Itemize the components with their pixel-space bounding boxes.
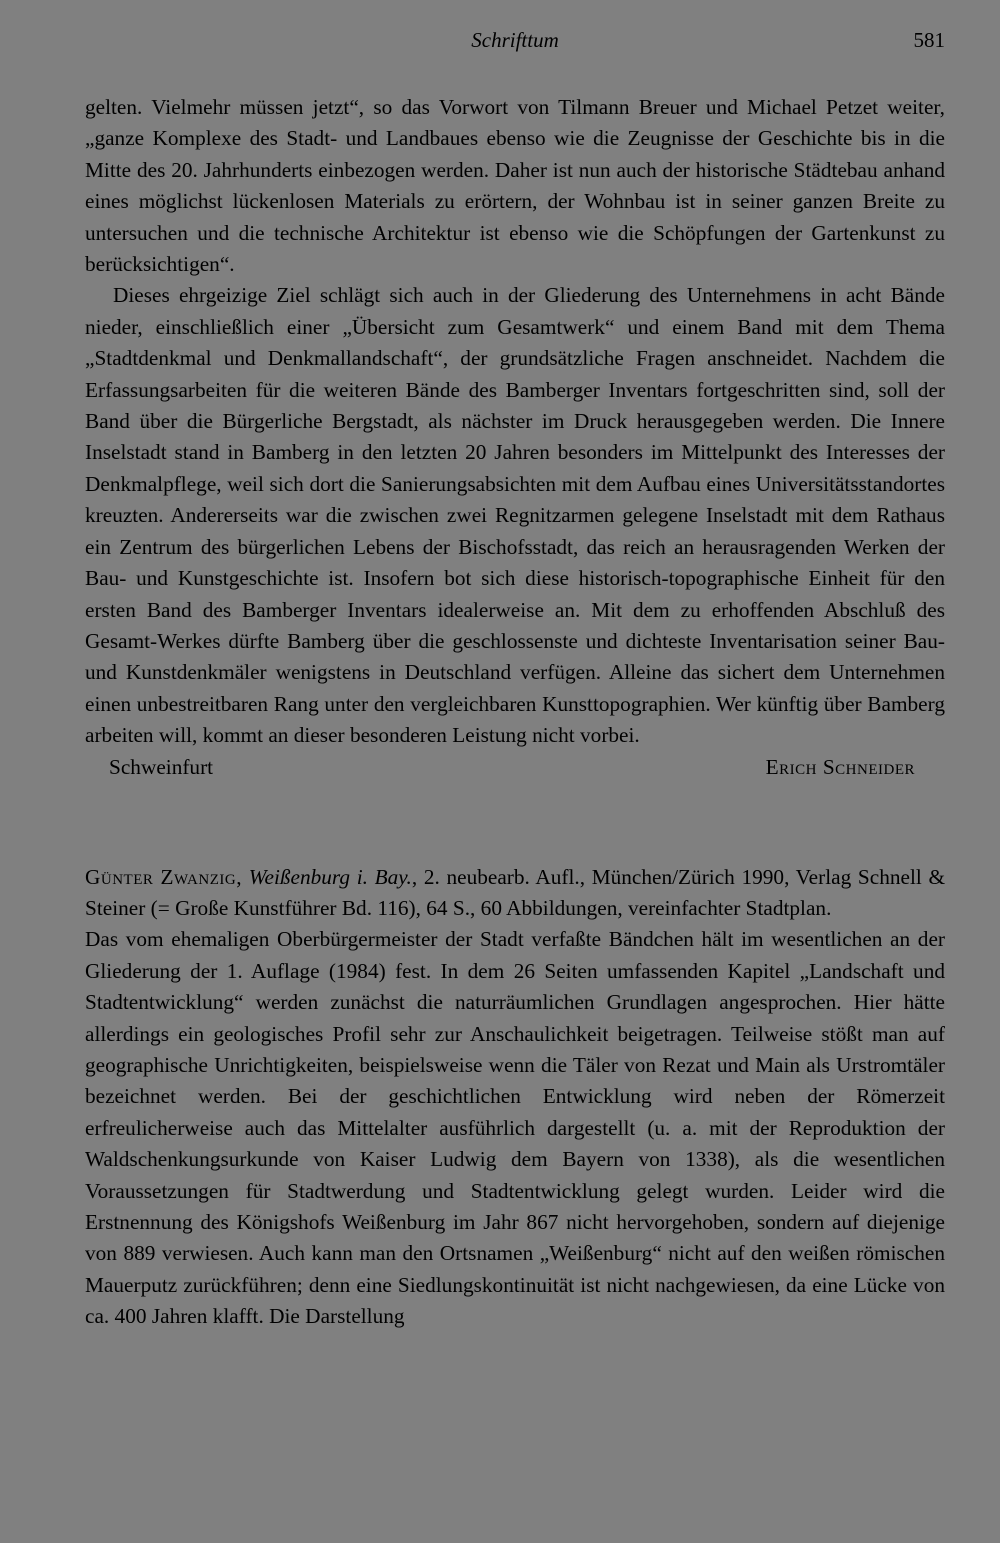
review2-book-author: Günter Zwanzig,: [85, 864, 243, 889]
review2-citation: [85, 862, 945, 925]
page-number: 581: [913, 28, 945, 52]
signature-author: Erich Schneider: [765, 754, 915, 779]
review1-signature: [85, 752, 945, 786]
book-page: [85, 22, 945, 1333]
review1-paragraph-2: Dieses ehrgeizige Ziel schlägt sich auch in der Gliederung des Unternehmens in acht Bände nieder, einschließlich einer „Übersicht zum Gesamtwerk“ und einem Band mit dem Thema „Stadtdenkmal und Denkmallandschaft“, der grundsätzliche Fragen anschneidet. Nachdem die Erfassungsarbeiten für die weiteren Bände des Bamberger Inventars fortgeschritten sind, soll der Band über die Bürgerliche Bergstadt, als nächster im Druck herausgegeben werden. Die Innere Inselstadt stand in Bamberg in den letzten 20 Jahren besonders im Mittelpunkt des Interesses der Denkmalpflege, weil sich dort die Sanierungsabsichten mit dem Aufbau eines Universitätsstandortes kreuzten. Andererseits war die zwischen zwei Regnitzarmen gelegene Inselstadt mit dem Rathaus ein Zentrum des bürgerlichen Lebens der Bischofsstadt, das reich an herausragenden Werken der Bau- und Kunstgeschichte ist. Insofern bot sich diese historisch-topographische Einheit für den ersten Band des Bamberger Inventars idealerweise an. Mit dem zu erhoffenden Abschluß des Gesamt-Werkes dürfte Bamberg über die geschlossenste und dichteste Inventarisation seiner Bau- und Kunstdenkmäler wenigstens in Deutschland verfügen. Alleine das sichert dem Unternehmen einen unbestreitbaren Rang unter den vergleichbaren Kunsttopographien. Wer künftig über Bamberg arbeiten will, kommt an dieser besonderen Leistung nicht vorbei.: [85, 283, 945, 748]
review2-book-title: Weißenburg i. Bay.: [248, 864, 412, 889]
review1-paragraph-1: gelten. Vielmehr müssen jetzt“, so das Vorwort von Tilmann Breuer und Michael Petzet weiter, „ganze Komplexe des Stadt- und Landbaues ebenso wie die Zeugnisse der Geschichte bis in die Mitte des 20. Jahrhunderts einbezogen werden. Daher ist nun auch der historische Städtebau anhand eines möglichst lückenlosen Materials zu erörtern, der Wohnbau ist in seiner ganzen Breite zu untersuchen und die technische Architektur ist ebenso wie die Schöpfungen der Gartenkunst zu berücksichtigen“.: [85, 95, 945, 277]
review2-bibliography: , 2. neubearb. Aufl., München/Zürich 1990, Verlag Schnell & Steiner (= Große Kunstführer Bd. 116), 64 S., 60 Abbildungen, vereinfachter Stadtplan.: [85, 864, 946, 920]
running-header: [85, 22, 945, 62]
review2-body: Das vom ehemaligen Oberbürgermeister der Stadt verfaßte Bändchen hält im wesentlichen an der Gliederung der 1. Auflage (1984) fest. In dem 26 Seiten umfassenden Kapitel „Landschaft und Stadtentwicklung“ werden zunächst die naturräumlichen Grundlagen angesprochen. Hier hätte allerdings ein geologisches Profil sehr zur Anschaulichkeit beigetragen. Teilweise stößt man auf geographische Unrichtigkeiten, beispielsweise wenn die Täler von Rezat und Main als Urstromtäler bezeichnet werden. Bei der geschichtlichen Entwicklung wird neben der Römerzeit erfreulicherweise auch das Mittelalter ausführlich dargestellt (u. a. mit der Reproduktion der Waldschenkungsurkunde von Kaiser Ludwig dem Bayern von 1338), als die wesentlichen Voraussetzungen für Stadtwerdung und Stadtentwicklung gelegt wurden. Leider wird die Erstnennung des Königshofs Weißenburg im Jahr 867 nicht hervorgehoben, sondern auf diejenige von 889 verwiesen. Auch kann man den Ortsnamen „Weißenburg“ nicht auf den weißen römischen Mauerputz zurückführen; denn eine Siedlungskontinuität ist nicht nachgewiesen, da eine Lücke von ca. 400 Jahren klafft. Die Darstellung: [85, 927, 945, 1329]
running-title: Schrifttum: [471, 28, 559, 52]
signature-place: Schweinfurt: [109, 754, 214, 779]
